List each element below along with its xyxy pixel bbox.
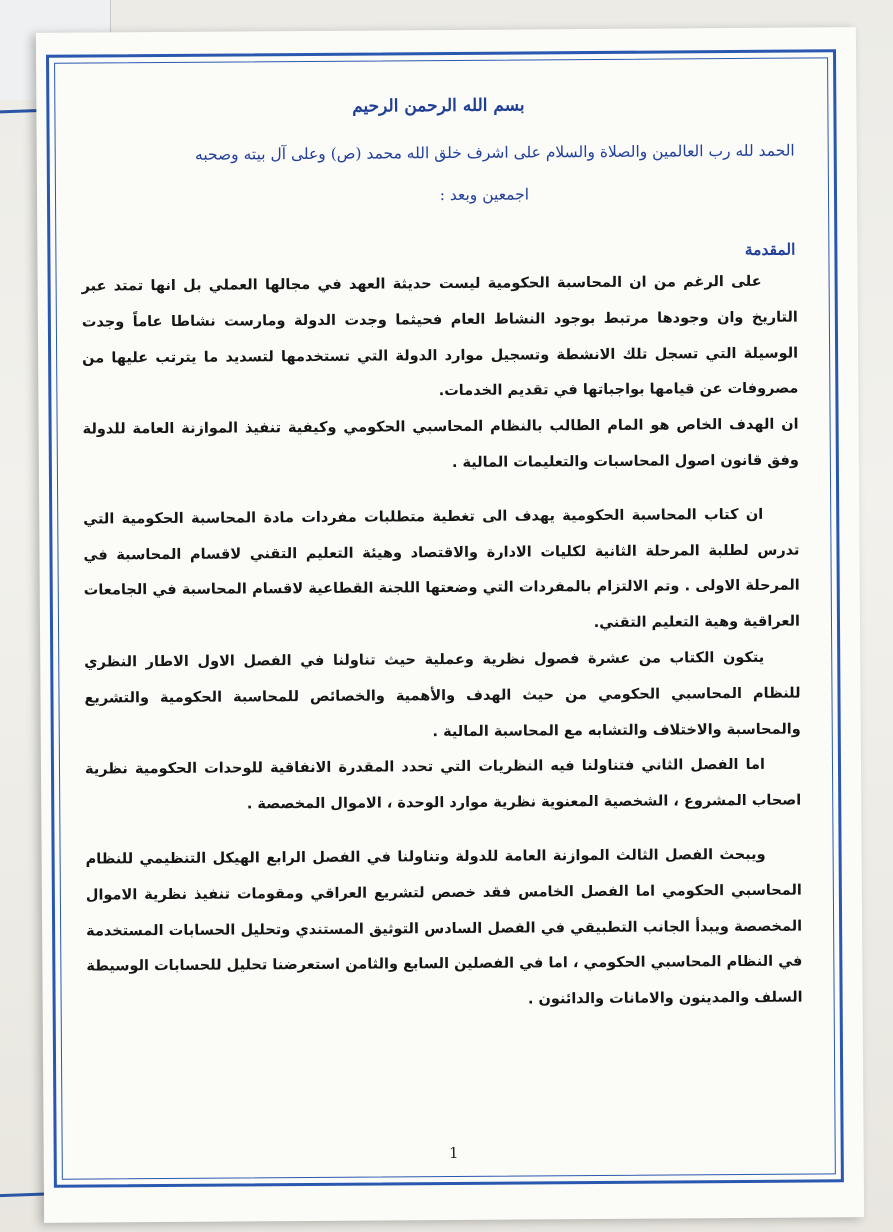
document-page bbox=[36, 27, 864, 1223]
page-content bbox=[78, 86, 804, 1022]
section-heading: المقدمة bbox=[744, 239, 796, 259]
paragraph: يتكون الكتاب من عشرة فصول نظرية وعملية حيث تناولنا في الفصل الاول الاطار النظري للنظام المحاسبي الحكومي من حيث الهدف والأهمية والخصائص للمحاسبة الحكومية والتشريع والمحاسبة والاختلاف والتشابه مع المحاسبة المالية . bbox=[84, 649, 801, 740]
paragraph: ان كتاب المحاسبة الحكومية يهدف الى تغطية متطلبات مفردات مادة المحاسبة الحكومية التي تدرس لطلبة المرحلة الثانية لكليات الادارة والاقتصاد وهيئة التعليم التقني لاقسام المحاسبة في المرحلة الاولى . وتم الالتزام بالمفردات التي وضعتها اللجنة القطاعية لاقسام المحاسبة في الجامعات العراقية وهية التعليم التقني. bbox=[83, 506, 801, 632]
paragraph: اما الفصل الثاني فتناولنا فيه النظريات التي تحدد المقدرة الانفاقية للوحدات الحكومية نظرية اصحاب المشروع ، الشخصية المعنوية نظرية موارد الوحدة ، الاموال المخصصة . bbox=[84, 757, 802, 813]
paragraph: ويبحث الفصل الثالث الموازنة العامة للدولة وتناولنا في الفصل الرابع الهيكل التنظيمي للنظام المحاسبي الحكومي اما الفصل الخامس فقد خصص لتشريع العراقي ومقومات تنفيذ نظرية الاموال المخصصة ويبدأ الجانب التطبيقي في الفصل السادس التوثيق المستندي وتحليل الحسابات المستخدمة في النظام المحاسبي الحكومي ، اما في الفصلين السابع والثامن استعرضنا تحليل للحسابات الوسيطة السلف والمدينون والامانات والدائنون . bbox=[85, 846, 803, 1008]
paragraph: على الرغم من ان المحاسبة الحكومية ليست حديثة العهد في مجالها العملي بل انها تمتد عبر التاريخ وان وجودها مرتبط بوجود النشاط العام فحيثما وجدت الدولة ومارست نشاطا عاماً وجدت الوسيلة التي تسجل تلك الانشطة وتسجيل موارد الدولة التي تستخدمها لتسديد ما يترتب عليها من مصروفات عن قيامها بواجباتها في تقديم الخدمات. bbox=[81, 273, 799, 400]
basmala-heading: بسم الله الرحمن الرحيم bbox=[352, 95, 525, 117]
paragraph: ان الهدف الخاص هو المام الطالب بالنظام المحاسبي الحكومي وكيفية تنفيذ الموازنة العامة للدولة وفق قانون اصول المحاسبات والتعليمات المالية . bbox=[82, 416, 799, 471]
praise-line-2: اجمعين وبعد : bbox=[439, 185, 530, 205]
praise-line-1: الحمد لله رب العالمين والصلاة والسلام على اشرف خلق الله محمد (ص) وعلى آل بيته وصحبه bbox=[194, 141, 795, 164]
page-number: 1 bbox=[448, 1143, 459, 1163]
